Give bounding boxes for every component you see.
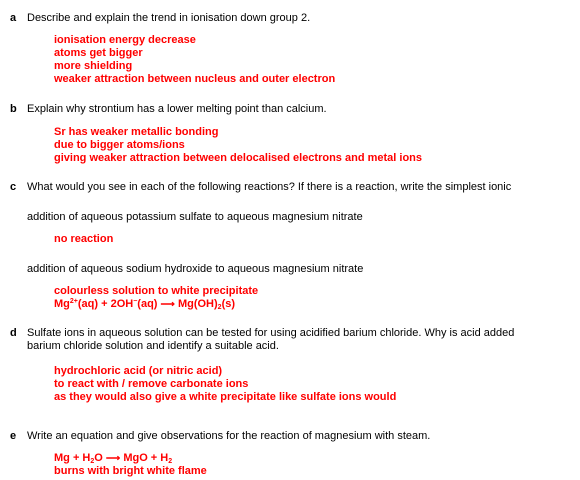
ionic-equation bbox=[54, 298, 258, 311]
answer-a bbox=[54, 34, 335, 86]
reaction-arrow-icon: ⟶ bbox=[160, 299, 175, 310]
answer-e bbox=[54, 452, 207, 478]
eq-term: O bbox=[94, 452, 103, 464]
eq-term: Mg bbox=[54, 298, 70, 310]
question-text: Write an equation and give observations for the reaction of magnesium with steam. bbox=[27, 430, 431, 442]
answer-line: atoms get bigger bbox=[54, 47, 143, 59]
question-text: Describe and explain the trend in ionisation down group 2. bbox=[27, 12, 311, 24]
answer-line: ionisation energy decrease bbox=[54, 34, 196, 46]
answer-d bbox=[54, 365, 396, 404]
answer-line: to react with / remove carbonate ions bbox=[54, 378, 249, 390]
eq-subscript: 2 bbox=[90, 458, 95, 465]
question-letter: a bbox=[10, 12, 17, 24]
answer-line: as they would also give a white precipitate like sulfate ions would bbox=[54, 391, 397, 403]
eq-term: (s) bbox=[221, 298, 236, 310]
question-c-part2-prompt: addition of aqueous sodium hydroxide to aqueous magnesium nitrate bbox=[27, 263, 364, 275]
question-letter: d bbox=[10, 327, 17, 339]
question-d-text-line2: barium chloride solution and identify a suitable acid. bbox=[27, 340, 279, 352]
answer-line: colourless solution to white precipitate bbox=[54, 285, 259, 297]
question-text: What would you see in each of the following reactions? If there is a reaction, write the simplest ionic bbox=[27, 181, 512, 193]
question-c-part1-prompt: addition of aqueous potassium sulfate to aqueous magnesium nitrate bbox=[27, 211, 363, 223]
eq-charge: 2+ bbox=[69, 298, 78, 305]
question-letter: b bbox=[10, 103, 17, 115]
eq-term: Mg(OH) bbox=[177, 298, 218, 310]
eq-term: (aq) bbox=[137, 298, 158, 310]
answer-line: due to bigger atoms/ions bbox=[54, 139, 185, 151]
reaction-equation bbox=[54, 452, 207, 465]
answer-line: burns with bright white flame bbox=[54, 465, 207, 477]
question-letter: c bbox=[10, 181, 17, 193]
answer-c-part1: no reaction bbox=[54, 233, 114, 245]
answer-line: weaker attraction between nucleus and outer electron bbox=[54, 73, 336, 85]
answer-line: giving weaker attraction between delocalised electrons and metal ions bbox=[54, 152, 423, 164]
reaction-arrow-icon: ⟶ bbox=[105, 453, 121, 464]
answer-c-part2 bbox=[54, 285, 258, 311]
eq-term: Mg + H bbox=[54, 452, 91, 464]
answer-line: Sr has weaker metallic bonding bbox=[54, 126, 219, 138]
eq-subscript: 2 bbox=[168, 458, 173, 465]
eq-charge: − bbox=[133, 298, 138, 305]
eq-term: MgO + H bbox=[123, 452, 169, 464]
answer-b bbox=[54, 126, 422, 165]
answer-line: hydrochloric acid (or nitric acid) bbox=[54, 365, 223, 377]
question-text: Sulfate ions in aqueous solution can be tested for using acidified barium chloride. Why is acid added bbox=[27, 327, 515, 339]
question-text: Explain why strontium has a lower melting point than calcium. bbox=[27, 103, 327, 115]
eq-term: (aq) + 2OH bbox=[77, 298, 134, 310]
question-letter: e bbox=[10, 430, 17, 442]
eq-subscript: 2 bbox=[217, 304, 222, 311]
answer-line: more shielding bbox=[54, 60, 133, 72]
